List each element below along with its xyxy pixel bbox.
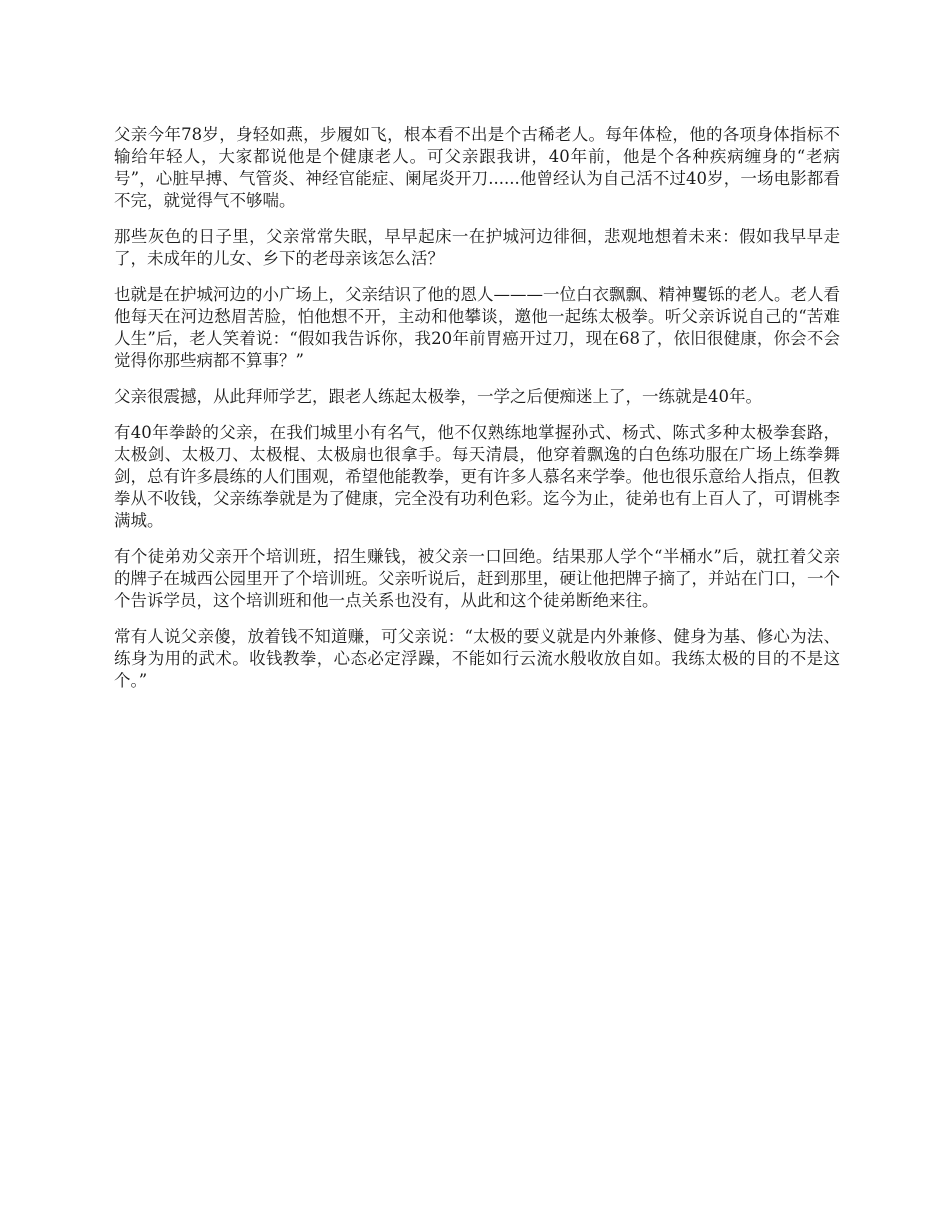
paragraph-2: 那些灰色的日子里，父亲常常失眠，早早起床一在护城河边徘徊，悲观地想着未来：假如我早早走了，未成年的儿女、乡下的老母亲该怎么活？ — [114, 227, 840, 268]
paragraph-4: 父亲很震撼，从此拜师学艺，跟老人练起太极拳，一学之后便痴迷上了，一练就是40年。 — [114, 387, 762, 406]
paragraph-6: 有个徒弟劝父亲开个培训班，招生赚钱，被父亲一口回绝。结果那人学个“半桶水”后，就扛着父亲的牌子在城西公园里开了个培训班。父亲听说后，赶到那里，硬让他把牌子摘了，并站在门口，一个个告诉学员，这个培训班和他一点关系也没有，从此和这个徒弟断绝来往。 — [114, 547, 840, 610]
paragraph-1: 父亲今年78岁，身轻如燕，步履如飞，根本看不出是个古稀老人。每年体检，他的各项身体指标不输给年轻人，大家都说他是个健康老人。可父亲跟我讲，40年前，他是个各种疾病缠身的“老病号”，心脏早搏、气管炎、神经官能症、阑尾炎开刀......他曾经认为自己活不过40岁，一场电影都看不完，就觉得气不够喘。 — [114, 125, 840, 210]
paragraph-7: 常有人说父亲傻，放着钱不知道赚，可父亲说：“太极的要义就是内外兼修、健身为基、修心为法、练身为用的武术。收钱教拳，心态必定浮躁，不能如行云流水般收放自如。我练太极的目的不是这个。” — [114, 627, 840, 690]
document-body — [114, 124, 840, 706]
paragraph-5: 有40年拳龄的父亲，在我们城里小有名气，他不仅熟练地掌握孙式、杨式、陈式多种太极拳套路，太极剑、太极刀、太极棍、太极扇也很拿手。每天清晨，他穿着飘逸的白色练功服在广场上练拳舞剑，总有许多晨练的人们围观，希望他能教拳，更有许多人慕名来学拳。他也很乐意给人指点，但教拳从不收钱，父亲练拳就是为了健康，完全没有功利色彩。迄今为止，徒弟也有上百人了，可谓桃李满城。 — [114, 423, 840, 530]
paragraph-3: 也就是在护城河边的小广场上，父亲结识了他的恩人———一位白衣飘飘、精神矍铄的老人。老人看他每天在河边愁眉苦脸，怕他想不开，主动和他攀谈，邀他一起练太极拳。听父亲诉说自己的“苦难人生”后，老人笑着说：“假如我告诉你，我20年前胃癌开过刀，现在68了，依旧很健康，你会不会觉得你那些病都不算事？” — [114, 285, 840, 370]
